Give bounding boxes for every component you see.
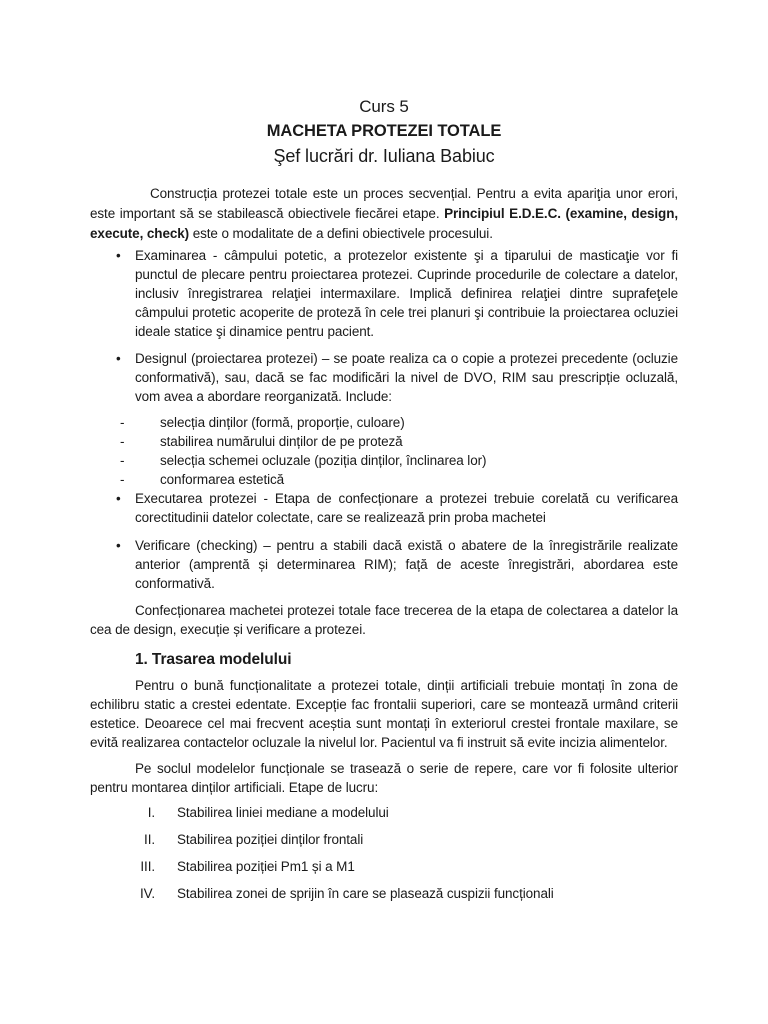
list-item xyxy=(90,470,678,489)
dash-marker: - xyxy=(120,415,125,430)
page-content xyxy=(90,95,678,903)
list-item-text: conformarea estetică xyxy=(160,472,285,487)
bullet-marker: • xyxy=(116,351,121,366)
intro-paragraph xyxy=(90,184,678,244)
list-item-text: selecția dinților (formă, proporție, culoare) xyxy=(160,415,405,430)
step-numeral: I. xyxy=(147,805,155,820)
section-heading: 1. Trasarea modelului xyxy=(135,651,292,668)
intro-text: Construcția protezei totale este un proces secvențial. Pentru a evita apariţia unor erori, este important să se stabilească obiectivele fiecărei etape. xyxy=(90,186,678,221)
author-line: Şef lucrări dr. Iuliana Babiuc xyxy=(273,146,495,166)
list-item xyxy=(90,432,678,451)
design-includes-list xyxy=(90,413,678,489)
course-label: Curs 5 xyxy=(359,97,409,116)
edec-step-text: Verificare (checking) – pentru a stabili dacă există o abatere de la înregistrările realizate anterior (amprentă și determinarea RIM); față de aceste înregistrări, abordarea este conformativă. xyxy=(135,538,678,591)
work-step-item xyxy=(90,857,678,876)
step-text: Stabilirea poziției Pm1 și a M1 xyxy=(177,859,355,874)
dash-marker: - xyxy=(120,472,125,487)
edec-step-execute xyxy=(90,489,678,527)
document-title: MACHETA PROTEZEI TOTALE xyxy=(266,122,502,140)
list-item xyxy=(90,413,678,432)
bullet-marker: • xyxy=(116,248,121,263)
dash-marker: - xyxy=(120,434,125,449)
work-step-item xyxy=(90,830,678,849)
step-numeral: IV. xyxy=(140,886,155,901)
step-text: Stabilirea liniei mediane a modelului xyxy=(177,805,389,820)
edec-step-text: Executarea protezei - Etapa de confecționare a protezei trebuie corelată cu verificarea corectitudinii datelor colectate, care se realizează prin proba machetei xyxy=(135,491,678,525)
edec-step-examine xyxy=(90,246,678,341)
edec-step-check xyxy=(90,536,678,593)
edec-principle: Principiul E.D.E.C. (examine, design, execute, check) xyxy=(90,206,678,241)
bullet-marker: • xyxy=(116,538,121,553)
transition-paragraph: Confecționarea machetei protezei totale face trecerea de la etapa de colectarea a datelor la cea de design, execuție și verificare a protezei. xyxy=(90,603,678,637)
step-text: Stabilirea zonei de sprijin în care se plasează cuspizii funcționali xyxy=(177,886,554,901)
edec-step-text: Designul (proiectarea protezei) – se poate realiza ca o copie a protezei precedente (ocluzie conformativă), sau, dacă se fac modificări la nivel de DVO, RIM sau prescripție ocluzală, vom avea a abordare reorganizată. Include: xyxy=(135,351,678,404)
work-step-item xyxy=(90,884,678,903)
title-block xyxy=(90,95,678,169)
work-step-item xyxy=(90,803,678,822)
section-paragraph: Pentru o bună funcționalitate a protezei totale, dinții artificiali trebuie montați în zona de echilibru static a crestei edentate. Excepție fac frontalii superiori, care se montează urmând criterii estetice. Deoarece cel mai frecvent aceștia sunt montați în exteriorul crestei frontale maxilare, se evită realizarea contactelor ocluzale la nivelul lor. Pacientul va fi instruit să evite incizia alimentelor. xyxy=(90,678,678,750)
work-steps-list xyxy=(90,803,678,903)
intro-text-end: este o modalitate de a defini obiectivele procesului. xyxy=(189,226,493,241)
bullet-marker: • xyxy=(116,491,121,506)
section-paragraph: Pe soclul modelelor funcționale se trasează o serie de repere, care vor fi folosite ulterior pentru montarea dinților artificiali. Etape de lucru: xyxy=(90,761,678,795)
step-numeral: III. xyxy=(140,859,155,874)
list-item-text: selecția schemei ocluzale (poziția dinților, înclinarea lor) xyxy=(160,453,487,468)
step-numeral: II. xyxy=(144,832,155,847)
list-item-text: stabilirea numărului dinților de pe proteză xyxy=(160,434,403,449)
edec-step-text: Examinarea - câmpului potetic, a protezelor existente şi a tiparului de masticaţie vor fi punctul de plecare pentru proiectarea protezei. Cuprinde procedurile de colectare a datelor, inclusiv înregistrarea relaţiei intermaxilare. Implică definirea relaţiei dintre suprafeţele câmpului protetic acoperite de proteză în cele trei planuri şi contribuie la proiectarea ocluziei ideale statice şi dinamice pentru pacient. xyxy=(135,248,678,339)
dash-marker: - xyxy=(120,453,125,468)
step-text: Stabilirea poziției dinților frontali xyxy=(177,832,364,847)
edec-step-design xyxy=(90,349,678,406)
list-item xyxy=(90,451,678,470)
